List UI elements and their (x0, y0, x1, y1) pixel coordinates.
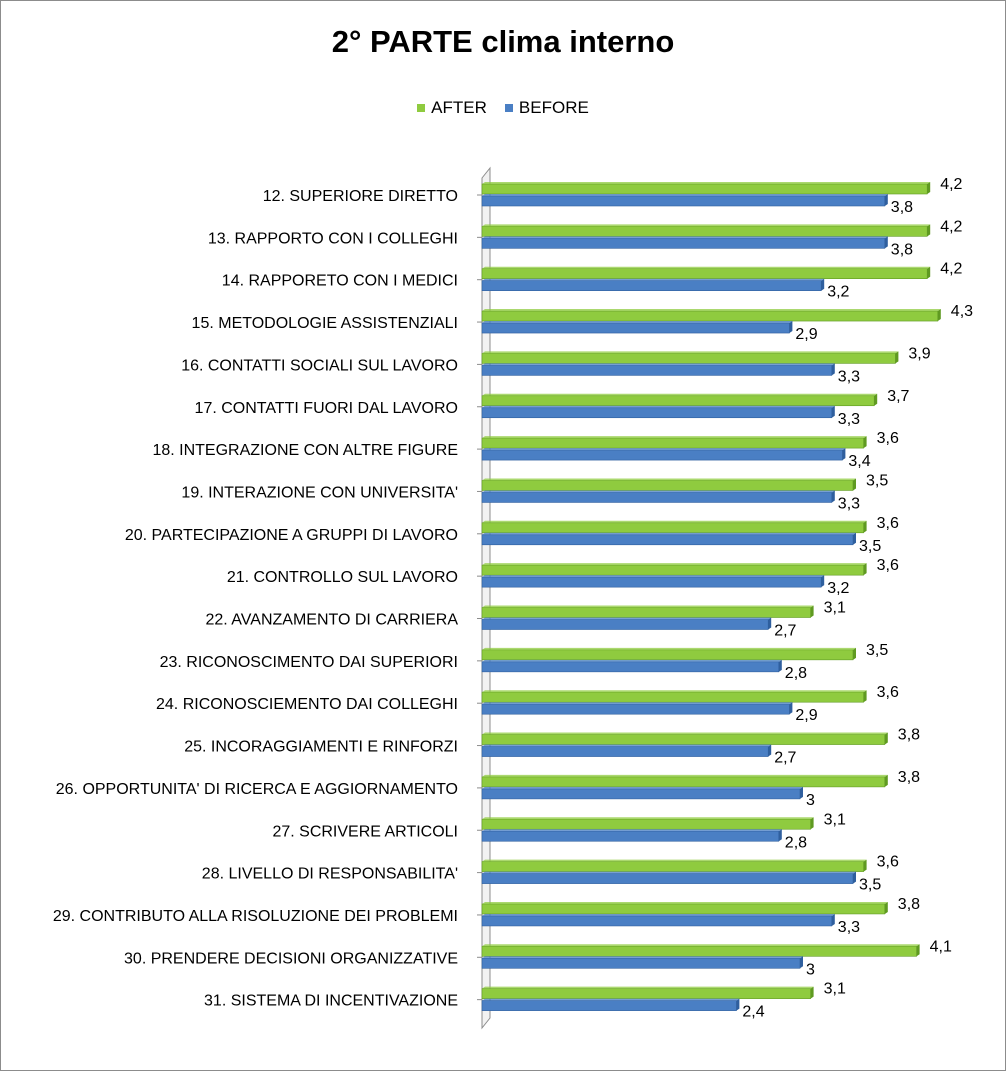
bar-before (482, 577, 821, 587)
bar-after-end (864, 563, 867, 575)
bar-before-top (482, 745, 771, 747)
bar-after-end (874, 394, 877, 406)
bar-before (482, 1001, 736, 1011)
data-label-after: 3,8 (897, 726, 921, 744)
category-label: 31. SISTEMA DI INCENTIVAZIONE (204, 992, 458, 1010)
bar-after-top (482, 987, 814, 989)
bar-after-end (927, 224, 930, 236)
data-label-before: 3,5 (859, 537, 882, 555)
category-label: 26. OPPORTUNITA' DI RICERCA E AGGIORNAMENTO (55, 780, 458, 798)
category-label: 21. CONTROLLO SUL LAVORO (226, 569, 458, 587)
bar-before-end (832, 490, 835, 502)
category-label: 30. PRENDERE DECISIONI ORGANIZZATIVE (124, 950, 458, 968)
bar-after-top (482, 182, 930, 184)
bar-after-end (885, 775, 888, 787)
category-label: 22. AVANZAMENTO DI CARRIERA (205, 611, 458, 629)
data-label-before: 2,9 (795, 326, 818, 344)
data-label-after: 4,3 (950, 303, 974, 321)
data-label-after: 3,7 (887, 387, 910, 405)
chart-title: 2° PARTE clima interno (331, 24, 675, 59)
category-label: 12. SUPERIORE DIRETTO (262, 188, 458, 205)
data-label-before: 3,4 (848, 453, 871, 471)
data-label-before: 3,8 (890, 199, 914, 216)
bar-after (482, 480, 853, 490)
bar-after-top (482, 817, 814, 819)
data-label-after: 3,8 (897, 895, 921, 913)
bar-before-end (832, 914, 835, 926)
data-label-before: 3,3 (837, 495, 861, 513)
category-label: 15. METODOLOGIE ASSISTENZIALI (191, 315, 458, 333)
data-label-before: 2,8 (784, 834, 808, 852)
bar-before-top (482, 236, 888, 238)
bar-after-end (864, 521, 867, 533)
data-label-before: 2,9 (795, 707, 818, 725)
bar-before-top (482, 406, 835, 408)
bar-before-end (832, 363, 835, 375)
data-label-after: 3,8 (897, 768, 921, 786)
bar-before-top (482, 321, 792, 323)
bar-after (482, 735, 885, 745)
bar-before (482, 323, 789, 333)
bar-after-end (864, 690, 867, 702)
bar-after (482, 396, 874, 406)
bar-after-end (917, 944, 920, 956)
data-label-before: 3,5 (859, 876, 882, 894)
data-label-before: 3,2 (827, 283, 850, 301)
bar-before-top (482, 279, 824, 281)
data-label-after: 3,5 (866, 641, 889, 659)
data-label-before: 3,3 (837, 368, 861, 386)
category-label: 28. LIVELLO DI RESPONSABILITA' (201, 865, 458, 883)
data-label-before: 2,7 (774, 749, 797, 767)
category-label: 17. CONTATTI FUORI DAL LAVORO (194, 399, 458, 417)
bar-before (482, 450, 842, 460)
category-label: 20. PARTECIPAZIONE A GRUPPI DI LAVORO (124, 526, 458, 544)
bar-before (482, 747, 768, 757)
bar-after-top (482, 944, 920, 946)
data-label-before: 3 (806, 961, 815, 979)
bar-before-end (853, 533, 856, 545)
data-label-before: 3,8 (890, 241, 914, 259)
bar-after-top (482, 563, 867, 565)
bar-before (482, 492, 832, 502)
bar-before (482, 704, 789, 714)
bar-before (482, 916, 832, 926)
data-label-before: 2,7 (774, 622, 797, 640)
bar-after-end (885, 902, 888, 914)
bar-before-top (482, 956, 803, 958)
category-label: 25. INCORAGGIAMENTI E RINFORZI (184, 738, 458, 756)
bar-after-end (811, 606, 814, 618)
bar-before-end (768, 745, 771, 757)
data-label-after: 3,6 (876, 514, 899, 532)
bar-before (482, 831, 779, 841)
bar-before-top (482, 363, 835, 365)
bar-after (482, 184, 927, 194)
bar-before-top (482, 448, 845, 450)
bar-after-top (482, 860, 867, 862)
bar-after (482, 904, 885, 914)
bar-after (482, 946, 917, 956)
bar-before-top (482, 490, 835, 492)
bar-after-end (864, 860, 867, 872)
bar-before-end (800, 787, 803, 799)
bar-after-end (938, 309, 941, 321)
bar-after-top (482, 394, 877, 396)
data-label-before: 2,4 (742, 1003, 765, 1021)
data-label-after: 3,6 (876, 430, 899, 448)
bar-before-end (768, 618, 771, 630)
category-label: 19. INTERAZIONE CON UNIVERSITA' (181, 484, 458, 502)
bar-after-top (482, 902, 888, 904)
data-label-after: 3,1 (823, 811, 846, 829)
category-label: 13. RAPPORTO CON I COLLEGHI (207, 230, 458, 248)
data-label-after: 3,9 (908, 345, 931, 363)
data-label-after: 4,2 (940, 260, 963, 278)
bar-before (482, 196, 885, 206)
bar-before (482, 238, 885, 248)
bar-before-top (482, 533, 856, 535)
bar-before-end (736, 999, 739, 1011)
legend-label-before: BEFORE (518, 98, 589, 117)
bar-after-end (927, 267, 930, 279)
bar-after-top (482, 606, 814, 608)
bar-before-top (482, 872, 856, 874)
bar-after-end (853, 478, 856, 490)
bar-before-top (482, 914, 835, 916)
category-label: 18. INTEGRAZIONE CON ALTRE FIGURE (152, 442, 458, 460)
bar-after-end (864, 436, 867, 448)
bar-before-end (779, 660, 782, 672)
bar-after (482, 438, 864, 448)
bar-before (482, 365, 832, 375)
bar-after-top (482, 267, 930, 269)
category-label: 24. RICONOSCIEMENTO DAI COLLEGHI (156, 696, 458, 714)
bar-before-top (482, 999, 739, 1001)
bar-after-end (811, 987, 814, 999)
bar-after (482, 862, 864, 872)
bar-after-end (895, 351, 898, 363)
bar-after (482, 311, 938, 321)
bar-after-top (482, 690, 867, 692)
bar-before-top (482, 702, 792, 704)
bar-before-top (482, 575, 824, 577)
category-label: 14. RAPPORETO CON I MEDICI (221, 272, 458, 290)
bar-before (482, 281, 821, 291)
bar-after (482, 523, 864, 533)
bar-before-end (832, 406, 835, 418)
bar-before (482, 958, 800, 968)
data-label-after: 3,1 (823, 980, 846, 998)
bar-before-end (885, 194, 888, 206)
bar-after (482, 650, 853, 660)
axis-wall (482, 168, 490, 1028)
bar-before (482, 662, 779, 672)
bar-after (482, 819, 811, 829)
bar-after (482, 608, 811, 618)
legend-label-after: AFTER (431, 98, 487, 117)
data-label-before: 3,3 (837, 410, 861, 428)
bar-before-end (842, 448, 845, 460)
bar-before-end (821, 279, 824, 291)
bar-after-end (885, 733, 888, 745)
category-label: 29. CONTRIBUTO ALLA RISOLUZIONE DEI PROBLEMI (52, 907, 458, 925)
bar-before-end (821, 575, 824, 587)
bar-before (482, 408, 832, 418)
data-label-before: 2,8 (784, 664, 808, 682)
bar-after-top (482, 478, 856, 480)
data-label-before: 3 (806, 791, 815, 809)
bar-before-top (482, 829, 782, 831)
category-label: 16. CONTATTI SOCIALI SUL LAVORO (181, 357, 458, 375)
bar-after (482, 692, 864, 702)
bar-before-top (482, 660, 782, 662)
bar-before-end (885, 236, 888, 248)
bar-before (482, 535, 853, 545)
bar-before-end (789, 321, 792, 333)
data-label-after: 3,1 (823, 599, 846, 617)
data-label-after: 4,2 (940, 176, 963, 193)
bar-before (482, 789, 800, 799)
bar-after-top (482, 521, 867, 523)
bar-after-top (482, 309, 941, 311)
bar-after-top (482, 733, 888, 735)
category-label: 23. RICONOSCIMENTO DAI SUPERIORI (159, 653, 458, 671)
data-label-after: 3,6 (876, 853, 899, 871)
bar-after-end (811, 817, 814, 829)
bar-after (482, 226, 927, 236)
bar-before-end (789, 702, 792, 714)
data-label-before: 3,2 (827, 580, 850, 598)
data-label-after: 3,5 (866, 472, 889, 490)
bar-after-top (482, 436, 867, 438)
bar-before (482, 874, 853, 884)
bar-after-end (927, 182, 930, 194)
bar-after-top (482, 775, 888, 777)
bar-after-top (482, 351, 898, 353)
bar-after-top (482, 224, 930, 226)
category-label: 27. SCRIVERE ARTICOLI (272, 823, 458, 841)
bar-before (482, 620, 768, 630)
data-label-before: 3,3 (837, 918, 861, 936)
data-label-after: 4,2 (940, 218, 963, 236)
bar-after (482, 269, 927, 279)
bar-before-end (779, 829, 782, 841)
bar-before-end (853, 872, 856, 884)
data-label-after: 3,6 (876, 684, 899, 702)
bar-after (482, 989, 811, 999)
bar-before-top (482, 194, 888, 196)
data-label-after: 4,1 (929, 938, 952, 956)
data-label-after: 3,6 (876, 557, 899, 575)
bar-before-end (800, 956, 803, 968)
bar-after-end (853, 648, 856, 660)
bar-before-top (482, 787, 803, 789)
bar-after-top (482, 648, 856, 650)
bar-after (482, 565, 864, 575)
bar-after (482, 777, 885, 787)
bar-before-top (482, 618, 771, 620)
bar-after (482, 353, 895, 363)
